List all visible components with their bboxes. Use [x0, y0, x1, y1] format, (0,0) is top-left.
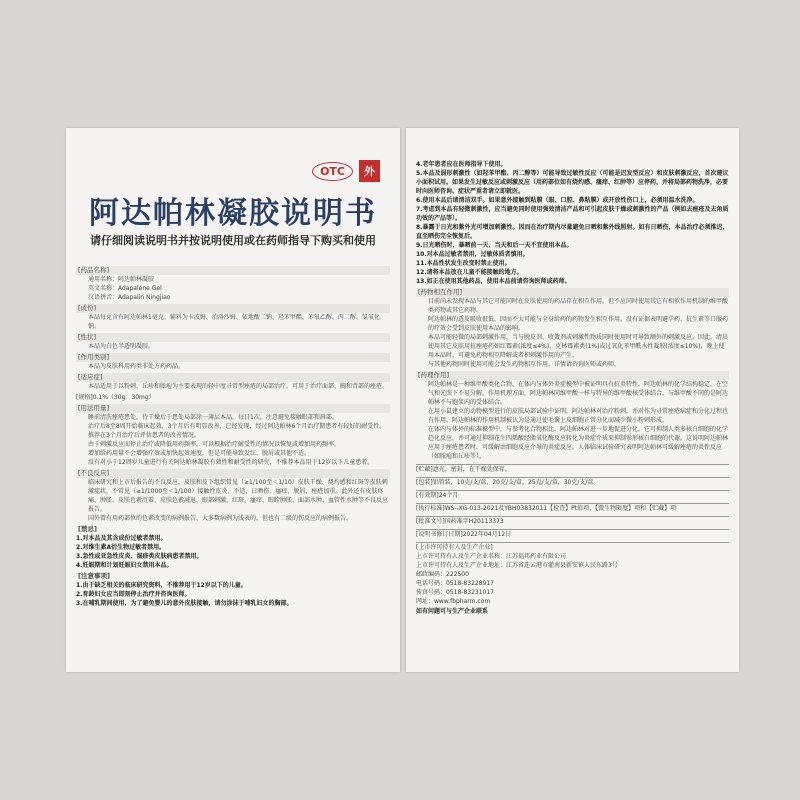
precaution-item: 10.对本品过敏者禁用，过敏体质者慎用。 — [416, 251, 529, 258]
section-heading: [性状] — [76, 333, 390, 342]
section-heading: [作用类别] — [76, 353, 390, 362]
usage-paragraph: 治疗后8至8周开始临床起效，3个月后有明显改善，已经发现，经过阿达帕林6个月治疗期患者有较好的耐受性。推荐在3个月治疗后评估患者的改善情况。 — [88, 423, 386, 439]
precaution-item: 5.本品及弱形刺激性（如羟苯甲酯、丙二醇等）可能导致过敏性反应（可能是迟发型反应）和皮肤刺激反应，首次建议小面积试用。如果发生过敏反应或刺激反应（用药部位如有烧灼感、瘙痒、红肿等）应停药，并将局部药物洗净，必要时向医师咨询。症状严重者请立即就医。 — [416, 170, 729, 195]
storage-heading: [贮藏] — [416, 466, 433, 473]
contraindication-item: 3.急性或亚急性皮炎、湿疹类皮肤病患者禁用。 — [76, 553, 203, 560]
section-appearance — [76, 333, 390, 351]
usage-paragraph: 增加给药用量不会增强疗效或加快起效速度，但是可能导致发红、脱屑或其他不适。 — [88, 450, 311, 457]
license-line: 上市许可持有人及生产企业名称：江苏福邦药业有限公司 — [416, 553, 567, 560]
indications-text: 本品适用于以粉刺、丘疹和脓疱为主要表现的轻中度寻常型痤疮的局部治疗。可用于治疗面部、胸和背部的痤疮。 — [88, 383, 389, 390]
section-heading: [药品名称] — [76, 266, 390, 275]
contraindication-item: 2.对维生素A衍生物过敏者禁用。 — [76, 544, 166, 551]
contact-footer: 如有问题可与生产企业联系 — [416, 608, 489, 615]
section-heading: [用法用量] — [76, 404, 390, 413]
section-standard — [416, 503, 729, 513]
validity-value: 24个月 — [438, 492, 459, 499]
license-line: 网址：www.fbpharm.com — [416, 598, 491, 605]
precaution-item: 7.考虑到本品有轻微刺激性，应当避免同时使用强效清洁产品和可引起皮肤干燥或刺激性的产品（例如去痤疮及去角质功效的产品等）。 — [416, 206, 729, 222]
adverse-paragraph: 临床研究和上市后报告的不良反应，皮肤和皮下组织常见（≥1/100至＜1/10）皮肤干燥、烧灼感和红斑等皮肤刺激症状，不常见（≥1/1000至＜1/100）接触性皮炎、不适、日晒伤、瘙痒、脱屑、痤疮加重。此外还有皮肤疼痛、肿胀、皮肤色素沉着、皮肤色素减退、眼部刺激、红斑、瘙痒、眼睑肿胀、面部水肿、血管性水肿等不良反应报告。 — [88, 479, 389, 513]
usage-paragraph: 由于刺激反应而停止治疗或降低用药频率，可以根据治疗耐受性的情况以恢复或增加用药频率。 — [88, 441, 341, 448]
section-category — [76, 353, 390, 371]
precaution-item: 11.本品性状发生改变时禁止使用。 — [416, 260, 511, 267]
section-approval — [416, 516, 729, 526]
right-page — [406, 128, 739, 672]
spec-heading: [规格] — [76, 394, 93, 401]
left-content — [76, 264, 390, 608]
pharmacology-paragraph: 在用小鼠建立的动物模型进行的皮肤局部试验中证明，阿达帕林对治疗粉刺，并对作为寻常痤疮病症和分化过程也有作用。阿达帕林的作用机制被认为是通过使毛囊上皮细胞正常分化而减少微小粉刺形成。 — [428, 408, 729, 424]
package-heading: [包装] — [416, 479, 433, 486]
pharmacology-paragraph: 阿达帕林是一种维甲酸类化合物，在体内与体外炎症模型中被证明具有抗炎特性。阿达帕林的化学结构稳定，在空气和光照下不易分解，作用机理方面，阿达帕林同维甲酸一样与特异的维甲酸核受体结合，与维甲酸不同的是阿达帕林不与胞浆内的受体结合。 — [428, 381, 729, 406]
section-validity — [416, 490, 729, 500]
section-storage — [416, 464, 729, 474]
license-line: 传真号码：0518-83231017 — [416, 589, 494, 596]
license-heading: [上市许可持有人及生产企业] — [416, 544, 493, 551]
interaction-paragraph: 与其他药物同时使用可能会发生药物相互作用，详情请咨询医师或药师。 — [428, 361, 621, 368]
pharmacology-paragraph: 在体内与体外的标准模型中，与参考化合物相比，阿达帕林对进一步地促进分化。它可抑制人类多核白细胞的化学趋化反应，并可通过抑制花生四烯酸经脂氧化酶反应转化为炎症介质来抑制参形核白细胞的代谢。这说明阿达帕林应用于痤疮患者时，可缓解由细胞反应介导的炎症反应。人体临床试验研究表明阿达帕林可缓解痤疮的炎性反应（如脓疱和丘疹等）。 — [428, 426, 729, 460]
contraindication-item: 4.妊娠期和计划妊娠妇女禁用本品。 — [76, 562, 173, 569]
section-contraindications — [76, 525, 390, 570]
package-value: 铝管装，10克/支/盒，20克/支/盒，25克/支/盒，30克/支/盒。 — [432, 479, 600, 486]
section-pharmacology — [416, 371, 729, 461]
interaction-paragraph: 目前尚未发现本品与其它可能同时在皮肤使用的药品存在相互作用。但不应同时使用其它有相似作用机制的维甲酸类药物或其它药物。 — [428, 298, 729, 314]
section-license-holder — [416, 542, 729, 616]
license-line: 邮政编码：222500 — [416, 571, 469, 578]
section-precautions-continued — [416, 160, 729, 286]
revision-heading: [说明书修订日期] — [416, 531, 463, 538]
section-heading: [药物相互作用] — [416, 288, 729, 297]
section-interactions — [416, 288, 729, 369]
badge-row — [312, 160, 380, 182]
right-content — [416, 158, 729, 616]
revision-value: 2022年04月12日 — [462, 531, 512, 538]
precaution-item: 4.老年患者应在医师指导下使用。 — [416, 161, 507, 168]
appearance-text: 本品为白色半透明凝胶。 — [88, 343, 155, 350]
section-heading: [注意事项] — [78, 572, 110, 580]
english-name-line: 英文名称：Adapalene Gel — [88, 285, 162, 292]
precaution-item: 6.使用本品后请清洁双手。如果意外接触到粘膜（眼、口腔、鼻粘膜）或开放性伤口上，必须用温水洗净。 — [416, 197, 699, 204]
section-spec — [76, 393, 390, 402]
precaution-item: 12.请将本品放在儿童不能接触的地方。 — [416, 269, 523, 276]
usage-paragraph: 睡前清洗痤疮患处，待干燥后于患处局部涂一薄层本品，每日1次，注意避免接触眼部和唇部。 — [88, 414, 338, 421]
section-package — [416, 477, 729, 487]
external-use-badge: 外 — [359, 160, 380, 182]
adverse-paragraph: 国外曾有用药部位的色素改变的病例报告，大多数病例为浅表的，但也有二级的伤反应的病例报告。 — [88, 515, 353, 522]
precaution-item: 2.育龄妇女应当即刻停止治疗并咨询医师。 — [76, 591, 191, 598]
standard-heading: [执行标准] — [416, 505, 445, 512]
section-drug-name — [76, 266, 390, 302]
precaution-item: 9.日光晒伤时，暴晒前一天、当天和后一天不宜使用本品。 — [416, 242, 573, 249]
generic-name-line: 通用名称：阿达帕林凝胶 — [88, 276, 155, 283]
left-page — [66, 128, 400, 672]
section-adverse-reactions — [76, 469, 390, 523]
section-heading: [适应症] — [76, 373, 390, 382]
standard-value: WS--XG-013-2021及YBH03832011【检查】Pt值项、【微生物限度】项和【贮藏】项 — [444, 505, 677, 512]
otc-badge: OTC — [312, 162, 353, 181]
section-indications — [76, 373, 390, 391]
pinyin-name-line: 汉语拼音：Adapalin Ningjiao — [88, 294, 171, 301]
section-heading: [不良反应] — [76, 469, 390, 478]
composition-text: 本品每克含有阿达帕林1毫克。辅料为卡波姆、泊洛沙姆、依地酸二钠、羟苯甲酯、苯氧乙醇、丙二醇、氢氧化钠。 — [88, 314, 380, 330]
document-title: 阿达帕林凝胶说明书 — [89, 196, 377, 231]
precaution-item: 13.如正在使用其他药品，使用本品前请咨询医师或药师。 — [416, 278, 571, 285]
interaction-paragraph: 本品可能轻微的局部刺激作用，当与脱皮剂、收敛剂或刺激性物质同时使用时可导致额外的刺激反应。因此，清晨使用其它皮肤用抗痤疮药如红霉素(浓度≤4%)、克林霉素类(1%)或过氧化苯甲酰水性凝胶(浓度≤10%)，晚上使用本品时，可避免药物相互降解或者积刺激作用的产生。 — [428, 334, 729, 359]
precaution-item: 8.暴露于日光和紫外光可增加刺激性。因而在治疗期内尽量避免日晒和紫外线照射。如有日晒伤，本品治疗必须推迟，直至晒伤完全恢复后。 — [416, 224, 729, 240]
section-revision-date — [416, 529, 729, 539]
license-line: 电话号码：0518-83228917 — [416, 580, 494, 587]
contraindication-item: 1.对本品及其含成份过敏者禁用。 — [76, 535, 167, 542]
section-precautions — [76, 572, 390, 608]
precaution-item: 1.由于缺乏相关的临床研究资料，不推荐用于12岁以下的儿童。 — [76, 582, 247, 589]
section-heading: [药理作用] — [416, 371, 729, 380]
precaution-item: 3.在哺乳期间使用，为了避免婴儿的意外皮肤接触，请勿涂抹于哺乳妇女的胸部。 — [76, 600, 293, 607]
section-heading: [成份] — [76, 304, 390, 313]
section-heading: [禁忌] — [78, 525, 97, 533]
license-line: 上市许可持有人及生产企业地址：江苏省连云港市灌南县新安镇人民东路3号 — [416, 562, 618, 569]
storage-value: 遮光，密封，在干燥处保存。 — [432, 466, 511, 473]
category-text: 本品为皮肤科用药类非处方药药品。 — [88, 363, 185, 370]
document-subtitle: 请仔细阅读说明书并按说明使用或在药师指导下购买和使用 — [90, 234, 376, 247]
spec-value: 0.1%（30g：30mg） — [92, 394, 155, 401]
interaction-paragraph: 阿达帕林的透皮吸收很低，因而不太可能与全身给药的药物发生相互作用。没有证据表明避孕药、抗生素等口服药的疗效会受到皮肤使用本品的影响。 — [428, 316, 729, 332]
validity-heading: [有效期] — [416, 492, 439, 499]
approval-heading: [批准文号] — [416, 518, 445, 525]
usage-paragraph: 没有对小于12周岁儿童进行有关阿达帕林凝胶有效性和耐受性的研究，不推荐本品用于12岁以下儿童患者。 — [88, 459, 374, 466]
section-usage — [76, 404, 390, 467]
section-composition — [76, 304, 390, 331]
approval-value: 国药准字H20113373 — [444, 518, 504, 525]
